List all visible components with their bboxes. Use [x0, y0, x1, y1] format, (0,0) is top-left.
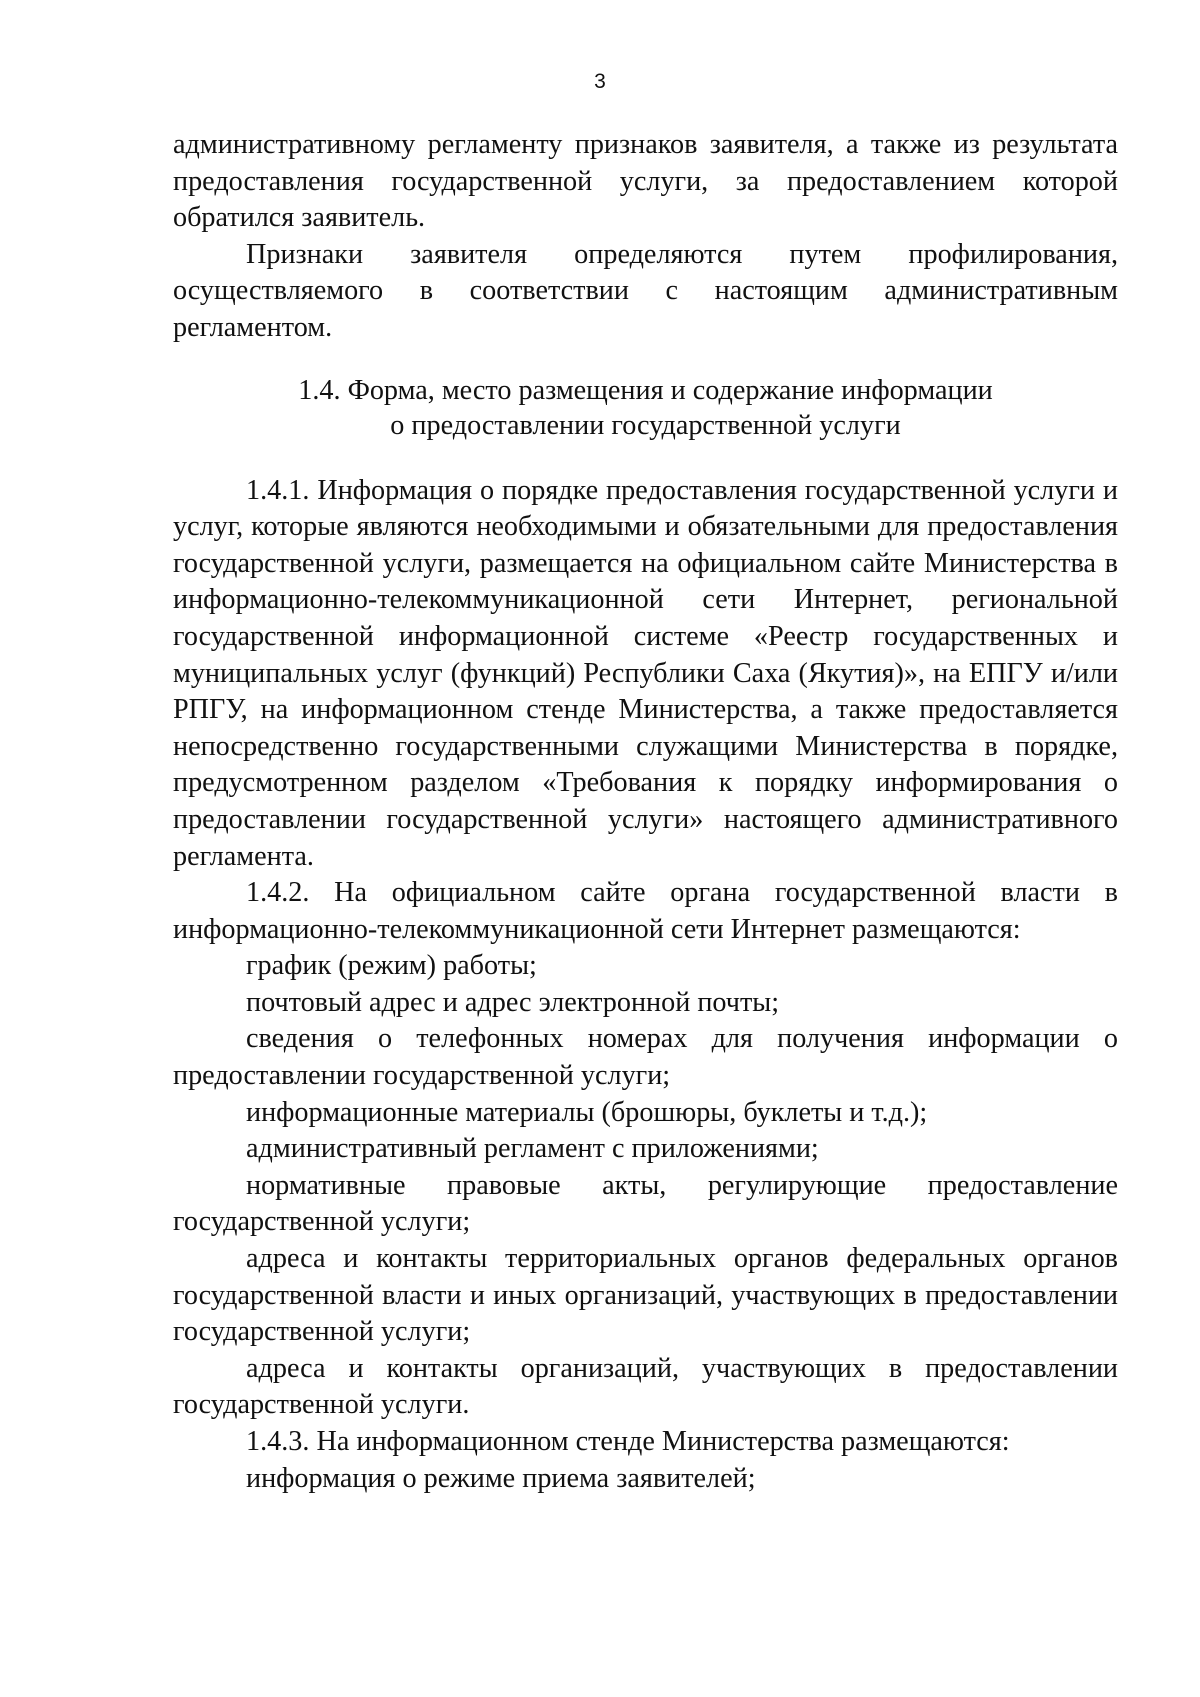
list-item-phone-numbers: сведения о телефонных номерах для получения информации о предоставлении государственной услуги; — [173, 1023, 1118, 1092]
section-heading-line-2: о предоставлении государственной услуги — [390, 409, 901, 441]
list-item-legal-acts: нормативные правовые акты, регулирующие предоставление государственной услуги; — [173, 1169, 1118, 1238]
paragraph-1-4-2: 1.4.2. На официальном сайте органа государственной власти в информационно-телекоммуникационной сети Интернет размещаются: — [173, 877, 1118, 945]
paragraph-1-4-1: 1.4.1. Информация о порядке предоставления государственной услуги и услуг, которые являются необходимыми и обязательными для предоставления государственной услуги, размещается на официальном сайте Министерства в информационно-телекоммуникационной сети Интернет, региональной государственной информационной системе «Реестр государственных и муниципальных услуг (функций) Республики Саха (Якутия)», на ЕПГУ и/или РПГУ, на информационном стенде Министерства, а также предоставляется непосредственно государственными служащими Министерства в порядке, предусмотренном разделом «Требования к порядку информирования о предоставлении государственной услуги» настоящего административного регламента. — [173, 474, 1118, 872]
paragraph-reception-mode: информация о режиме приема заявителей; — [246, 1462, 756, 1494]
list-item-regulation: административный регламент с приложениями; — [246, 1133, 819, 1165]
list-item-organizations-contacts: адреса и контакты организаций, участвующих в предоставлении государственной услуги. — [173, 1352, 1118, 1421]
paragraph-intro: административному регламенту признаков заявителя, а также из результата предоставления государственной услуги, за предоставлением которой обратился заявитель. — [173, 129, 1118, 234]
paragraph-applicant-signs: Признаки заявителя определяются путем профилирования, осуществляемого в соответствии с настоящим административным регламентом. — [173, 238, 1118, 343]
list-item-postal-address: почтовый адрес и адрес электронной почты; — [246, 986, 780, 1018]
section-heading-line-1: 1.4. Форма, место размещения и содержание информации — [298, 374, 993, 406]
document-body — [173, 127, 1118, 1497]
list-item-schedule: график (режим) работы; — [246, 950, 537, 982]
section-heading-1-4 — [173, 373, 1118, 443]
list-item-federal-bodies-contacts: адреса и контакты территориальных органов федеральных органов государственной власти и иных организаций, участвующих в предоставлении государственной услуги; — [173, 1243, 1118, 1348]
page-number: 3 — [594, 70, 606, 93]
paragraph-1-4-3: 1.4.3. На информационном стенде Министерства размещаются: — [246, 1426, 1010, 1457]
list-item-info-materials: информационные материалы (брошюры, буклеты и т.д.); — [246, 1096, 928, 1128]
